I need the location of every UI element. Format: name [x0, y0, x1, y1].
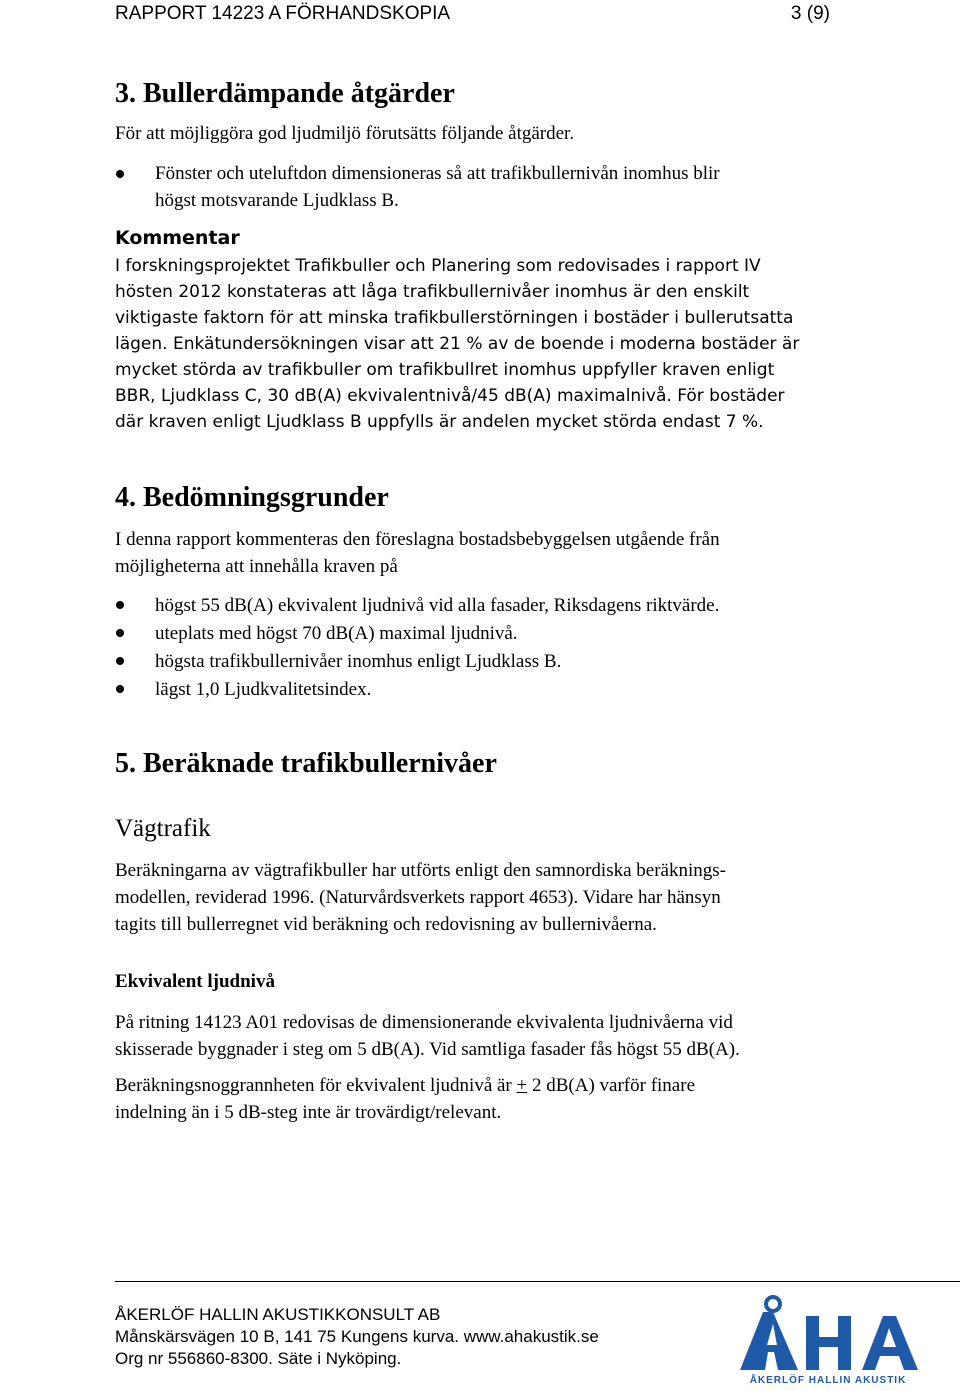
comment-line: hösten 2012 konstateras att låga trafikbullernivåer inomhus är den enskilt — [115, 282, 750, 302]
comment-line: mycket störda av trafikbuller om trafikbullret inomhus uppfyller kraven enligt — [115, 360, 775, 380]
section-3-bullet-line-1: Fönster och uteluftdon dimensioneras så att trafikbullernivån inomhus blir — [155, 163, 720, 184]
subheading-vagtrafik: Vägtrafik — [115, 815, 211, 842]
bullet-icon — [116, 170, 124, 178]
logo-caption: ÅKERLÖF HALLIN AKUSTIK — [749, 1375, 907, 1386]
report-title: RAPPORT 14223 A FÖRHANDSKOPIA — [115, 3, 451, 24]
paragraph-line: Beräkningarna av vägtrafikbuller har utförts enligt den samnordiska beräknings- — [115, 860, 726, 881]
section-4-intro-line-2: möjligheterna att innehålla kraven på — [115, 556, 398, 577]
page-number: 3 (9) — [790, 3, 830, 24]
comment-line: BBR, Ljudklass C, 30 dB(A) ekvivalentnivå/45 dB(A) maximalnivå. För bostäder — [115, 386, 785, 406]
section-4-intro-line-1: I denna rapport kommenteras den föreslagna bostadsbebyggelsen utgående från — [115, 529, 720, 550]
footer-company: ÅKERLÖF HALLIN AKUSTIKKONSULT AB — [115, 1305, 441, 1324]
section-3-bullet-line-2: högst motsvarande Ljudklass B. — [155, 190, 399, 211]
comment-title: Kommentar — [115, 227, 240, 249]
criteria-item: lägst 1,0 Ljudkvalitetsindex. — [155, 679, 372, 700]
paragraph-line: På ritning 14123 A01 redovisas de dimensionerande ekvivalenta ljudnivåerna vid — [115, 1012, 733, 1033]
footer-org: Org nr 556860-8300. Säte i Nyköping. — [115, 1349, 402, 1368]
comment-line: där kraven enligt Ljudklass B uppfylls är andelen mycket störda endast 7 %. — [115, 412, 764, 432]
paragraph-line: modellen, reviderad 1996. (Naturvårdsverkets rapport 4653). Vidare har hänsyn — [115, 887, 721, 908]
criteria-item: högst 55 dB(A) ekvivalent ljudnivå vid alla fasader, Riksdagens riktvärde. — [155, 595, 720, 616]
aha-logo-icon — [728, 1290, 928, 1386]
bullet-icon — [116, 629, 124, 637]
paragraph-line: indelning än i 5 dB-steg inte är trovärdigt/relevant. — [115, 1102, 502, 1123]
bullet-icon — [116, 601, 124, 609]
comment-line: viktigaste faktorn för att minska trafikbullerstörningen i bostäder i bullerutsatta — [115, 308, 794, 328]
subheading-ekvivalent: Ekvivalent ljudnivå — [115, 971, 275, 992]
paragraph-line — [115, 1072, 695, 1099]
criteria-item: uteplats med högst 70 dB(A) maximal ljudnivå. — [155, 623, 518, 644]
plus-minus-sign: + — [516, 1075, 528, 1096]
paragraph-line: tagits till bullerregnet vid beräkning och redovisning av bullernivåerna. — [115, 914, 657, 935]
paragraph-line: skisserade byggnader i steg om 5 dB(A). Vid samtliga fasader fås högst 55 dB(A). — [115, 1039, 740, 1060]
section-3-heading: 3. Bullerdämpande åtgärder — [115, 78, 455, 109]
footer-address: Månskärsvägen 10 B, 141 75 Kungens kurva. www.ahakustik.se — [115, 1327, 599, 1346]
bullet-icon — [116, 685, 124, 693]
bullet-icon — [116, 657, 124, 665]
page-header — [115, 3, 830, 29]
section-3-intro: För att möjliggöra god ljudmiljö förutsätts följande åtgärder. — [115, 123, 575, 144]
accuracy-text-b: 2 dB(A) varför finare — [527, 1075, 695, 1096]
company-logo — [728, 1290, 928, 1386]
criteria-item: högsta trafikbullernivåer inomhus enligt Ljudklass B. — [155, 651, 562, 672]
comment-line: lägen. Enkätundersökningen visar att 21 % av de boende i moderna bostäder är — [115, 334, 800, 354]
section-5-heading: 5. Beräknade trafikbullernivåer — [115, 748, 497, 779]
footer-divider — [115, 1281, 960, 1282]
accuracy-text-a: Beräkningsnoggrannheten för ekvivalent ljudnivå är — [115, 1075, 517, 1096]
section-4-heading: 4. Bedömningsgrunder — [115, 482, 389, 513]
comment-line: I forskningsprojektet Trafikbuller och Planering som redovisades i rapport IV — [115, 256, 761, 276]
